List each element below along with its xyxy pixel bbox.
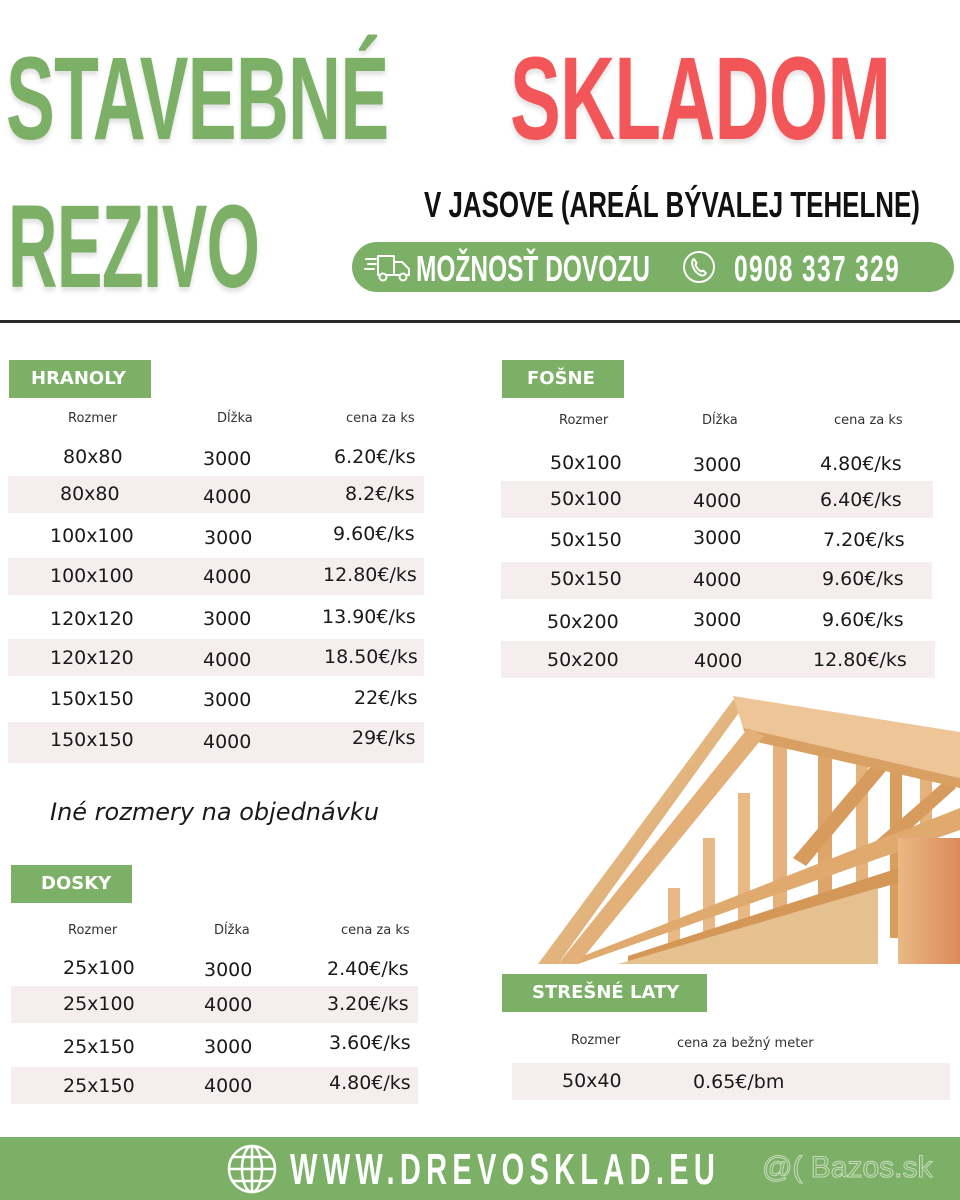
cell-length: 4000 [204,1075,253,1097]
cell-price: 9.60€/ks [822,568,904,590]
phone-icon [682,250,716,284]
cell-size: 120x120 [50,608,134,630]
title-stavebne: STAVEBNÉ [6,33,389,165]
cell-length: 4000 [204,994,253,1016]
cell-length: 4000 [203,649,252,671]
cell-price: 4.80€/ks [329,1072,411,1094]
cell-length: 3000 [203,448,252,470]
cell-price: 18.50€/ks [324,646,418,668]
header-divider [0,320,960,323]
section-label-dosky: DOSKY [11,865,132,903]
cell-size: 100x100 [50,565,134,587]
col-header-cena: cena za ks [834,413,903,428]
cell-length: 3000 [204,527,253,549]
col-header-rozmer: Rozmer [68,411,118,426]
cell-price: 0.65€/bm [693,1071,785,1093]
cell-length: 4000 [693,569,742,591]
title-skladom: SKLADOM [510,33,891,165]
cell-size: 80x80 [63,446,123,468]
roof-truss-image [538,688,960,964]
bazos-watermark: @( Bazos.sk [762,1151,933,1184]
col-header-rozmer: Rozmer [571,1033,621,1048]
col-header-dlzka: Dĺžka [214,923,250,938]
cell-price: 29€/ks [352,727,416,749]
cell-length: 4000 [203,486,252,508]
cell-size: 100x100 [50,525,134,547]
cell-size: 50x100 [550,488,622,510]
col-header-dlzka: Dĺžka [702,413,738,428]
cell-price: 2.40€/ks [327,958,409,980]
cell-price: 7.20€/ks [823,529,905,551]
cell-size: 50x100 [550,452,622,474]
cell-size: 50x200 [547,649,619,671]
cell-price: 4.80€/ks [820,453,902,475]
col-header-rozmer: Rozmer [559,413,609,428]
phone-number[interactable]: 0908 337 329 [734,248,901,289]
cell-size: 50x150 [550,529,622,551]
location-text: V JASOVE (AREÁL BÝVALEJ TEHELNE) [424,184,920,225]
delivery-truck-icon [364,253,412,283]
cell-price: 3.60€/ks [329,1032,411,1054]
footer-bar [0,1137,960,1200]
cell-length: 3000 [204,959,253,981]
custom-sizes-note: Iné rozmery na objednávku [50,798,380,826]
cell-price: 12.80€/ks [813,649,907,671]
cell-size: 120x120 [50,647,134,669]
cell-price: 6.20€/ks [334,446,416,468]
cell-length: 4000 [693,490,742,512]
section-label-fosne: FOŠNE [502,360,624,398]
cell-price: 13.90€/ks [322,606,416,628]
cell-price: 3.20€/ks [327,993,409,1015]
roof-truss-photo [538,688,960,964]
title-rezivo: REZIVO [8,181,260,313]
globe-icon [226,1143,278,1195]
cell-length: 4000 [203,566,252,588]
cell-length: 3000 [203,608,252,630]
col-header-cena-bm: cena za bežný meter [677,1036,814,1051]
cell-size: 50x200 [547,611,619,633]
cell-price: 9.60€/ks [333,523,415,545]
cell-size: 150x150 [50,729,134,751]
cell-price: 12.80€/ks [323,564,417,586]
section-label-hranoly: HRANOLY [9,360,151,398]
col-header-rozmer: Rozmer [68,923,118,938]
website-link[interactable]: WWW.DREVOSKLAD.EU [290,1145,721,1194]
cell-price: 22€/ks [354,687,418,709]
cell-length: 4000 [203,731,252,753]
col-header-cena: cena za ks [341,923,410,938]
cell-price: 9.60€/ks [822,609,904,631]
cell-price: 6.40€/ks [820,489,902,511]
cell-size: 25x150 [63,1075,135,1097]
delivery-text: MOŽNOSŤ DOVOZU [416,248,650,289]
contact-pill [352,242,954,292]
col-header-dlzka: Dĺžka [217,411,253,426]
cell-length: 3000 [204,1036,253,1058]
cell-length: 3000 [693,454,742,476]
cell-size: 25x100 [63,993,135,1015]
cell-size: 50x40 [562,1070,622,1092]
cell-length: 3000 [693,609,742,631]
cell-price: 8.2€/ks [345,483,415,505]
cell-length: 3000 [203,689,252,711]
col-header-cena: cena za ks [346,411,415,426]
section-label-stresne-laty: STREŠNÉ LATY [502,974,707,1012]
cell-length: 4000 [694,650,743,672]
cell-size: 25x150 [63,1036,135,1058]
cell-size: 50x150 [550,568,622,590]
cell-size: 80x80 [60,483,120,505]
cell-size: 25x100 [63,957,135,979]
cell-length: 3000 [693,527,742,549]
cell-size: 150x150 [50,688,134,710]
